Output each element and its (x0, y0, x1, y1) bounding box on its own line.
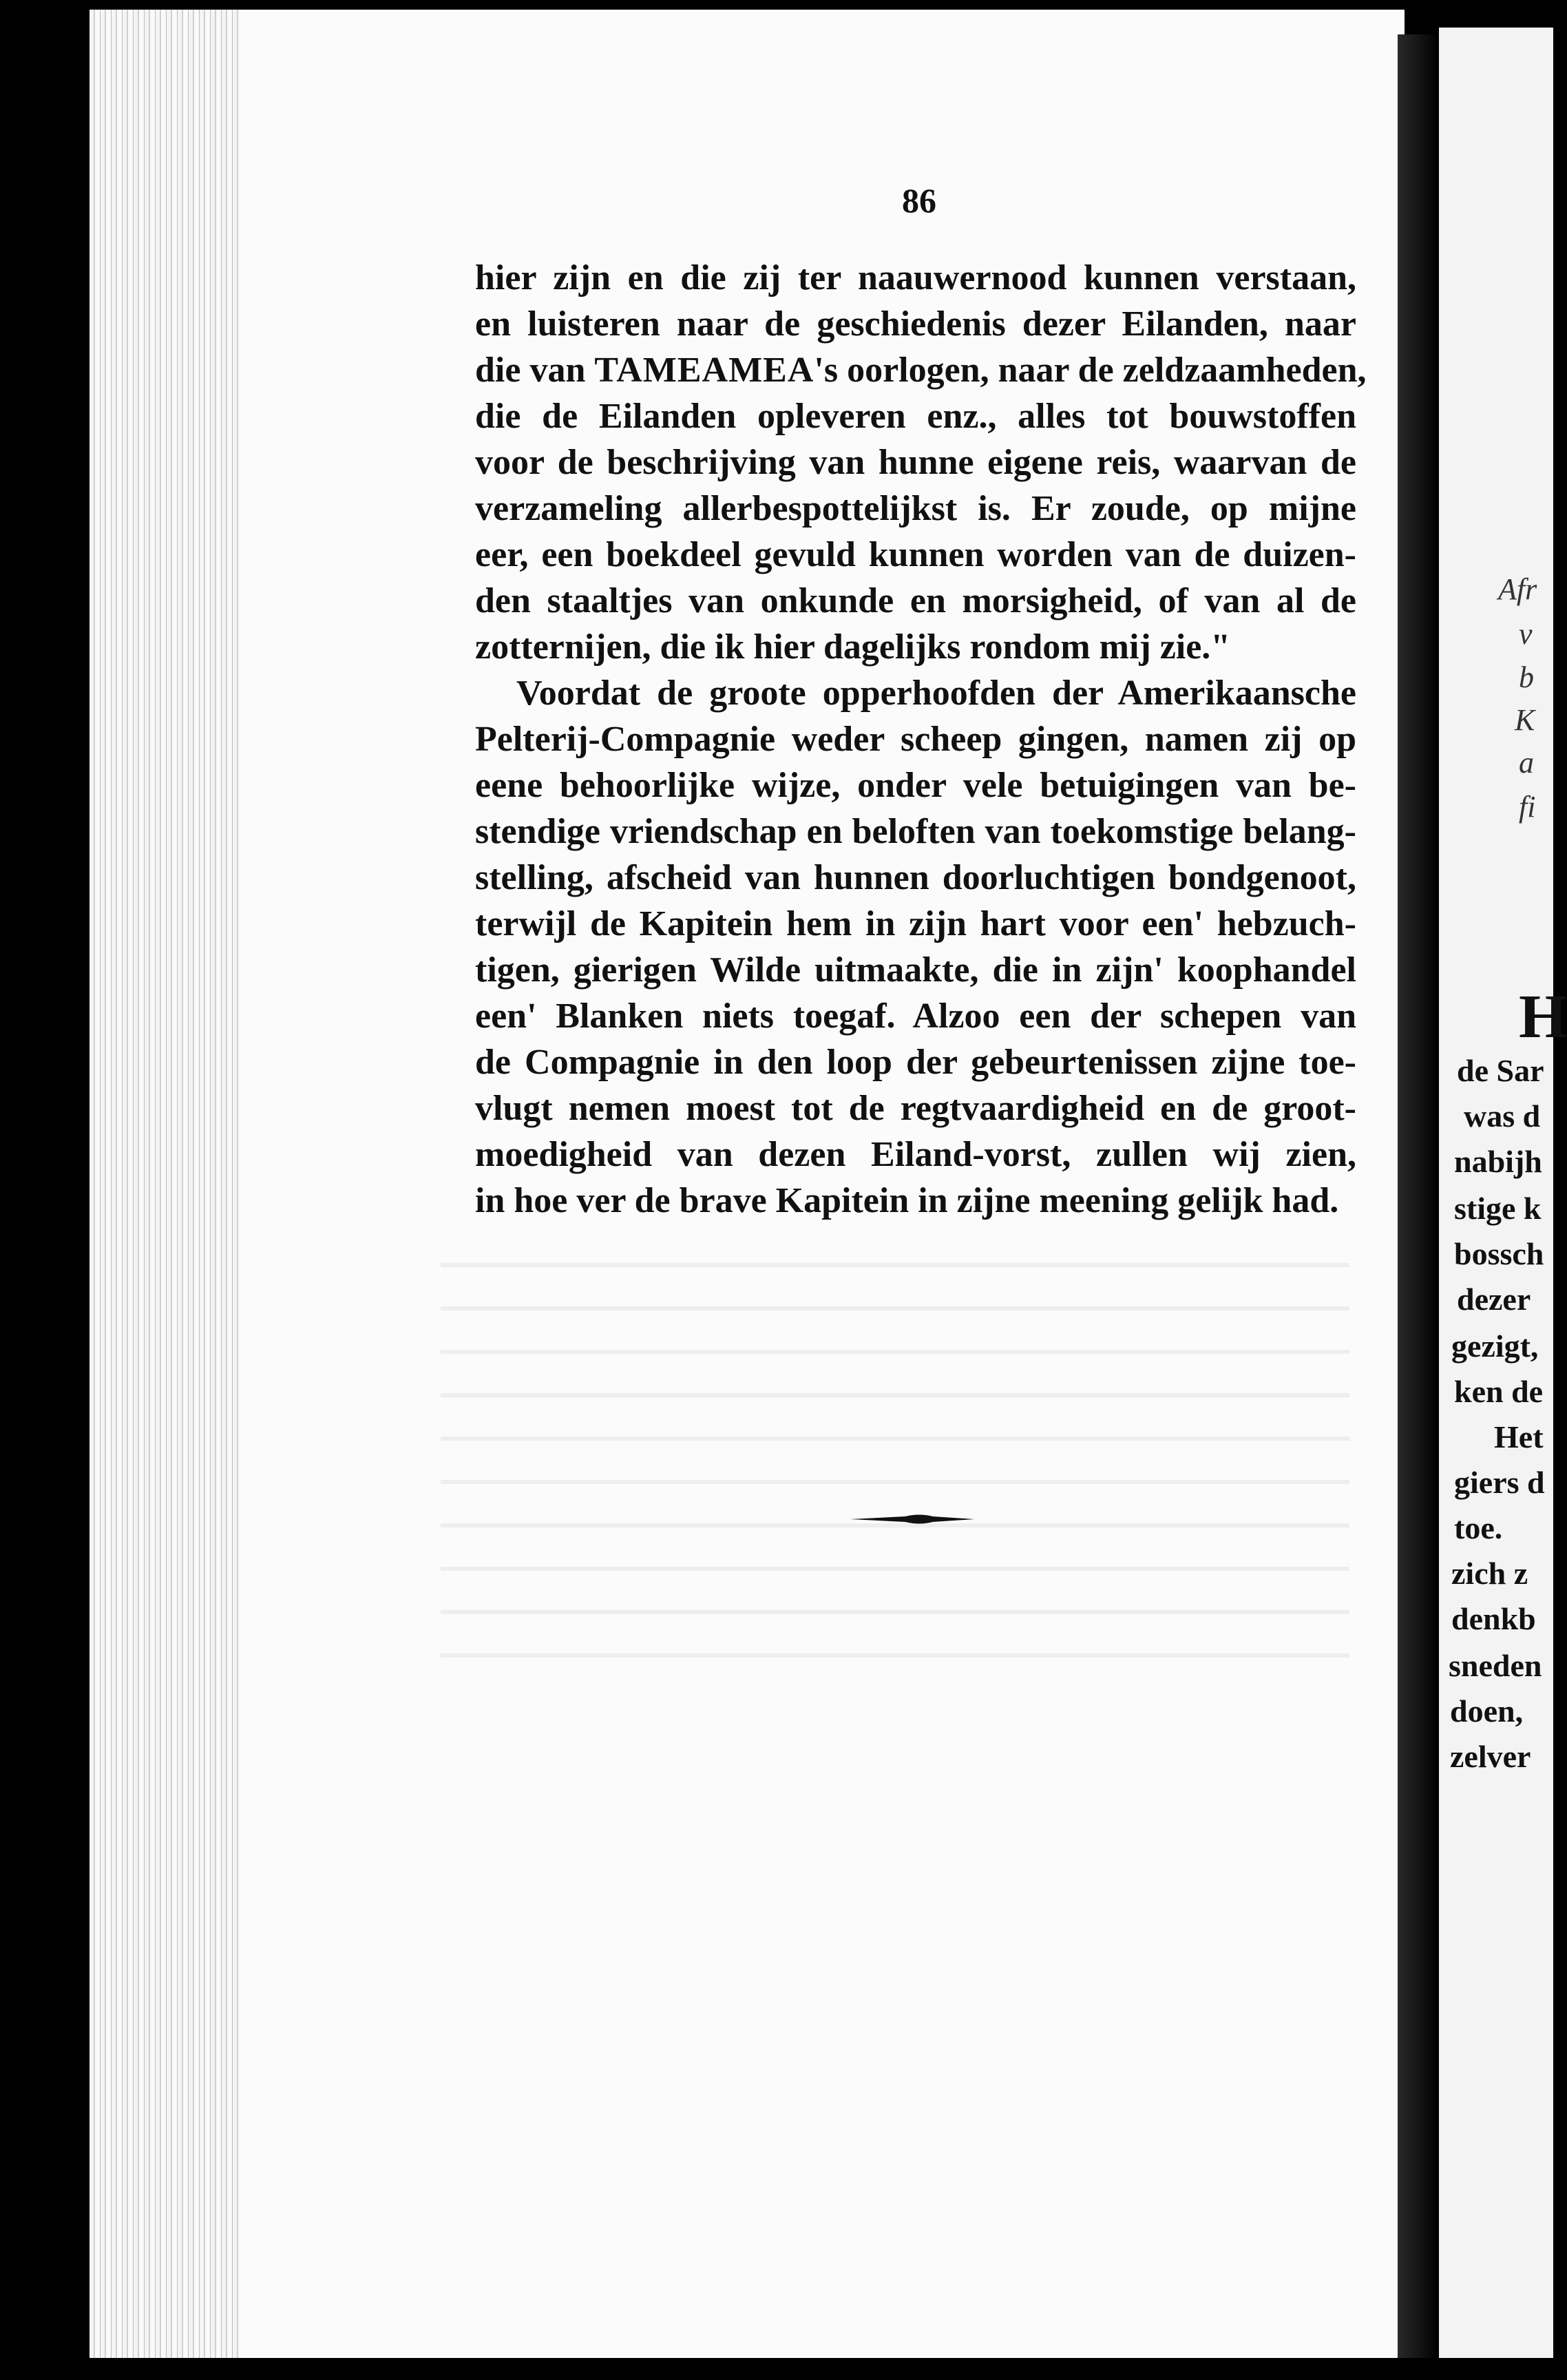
text-line: de Compagnie in den loop der gebeurtenissen zijne toe- (475, 1043, 1356, 1082)
facing-text-line: sneden (1449, 1648, 1542, 1683)
text-line: een' Blanken niets toegaf. Alzoo een der schepen van (475, 996, 1356, 1036)
text-line: moedigheid van dezen Eiland-vorst, zullen wij zien, (475, 1135, 1356, 1174)
show-through-text (441, 1233, 1349, 1673)
facing-drop-cap: H (1519, 983, 1567, 1051)
text-line: vlugt nemen moest tot de regtvaardigheid en de groot- (475, 1089, 1356, 1128)
scan-border-left (0, 0, 90, 2380)
facing-text-line: zelver (1450, 1739, 1531, 1774)
facing-italic-text: b (1519, 660, 1534, 694)
text-line: Voordat de groote opperhoofden der Amerikaansche (516, 674, 1356, 713)
text-line: tigen, gierigen Wilde uitmaakte, die in zijn' koophandel (475, 950, 1356, 990)
facing-text-line: toe. (1454, 1510, 1503, 1545)
text-line: in hoe ver de brave Kapitein in zijne meening gelijk had. (475, 1181, 1339, 1220)
facing-italic-text: v (1519, 617, 1533, 651)
text-line: eene behoorlijke wijze, onder vele betuigingen van be- (475, 766, 1356, 805)
facing-italic-text: a (1519, 746, 1534, 780)
facing-text-line: bossch (1454, 1236, 1544, 1271)
page-edge-stack (90, 10, 241, 2358)
name-smallcaps: TAMEAMEA (594, 351, 814, 390)
facing-text-line: de Sar (1457, 1053, 1544, 1088)
facing-text-line: nabijh (1454, 1144, 1542, 1179)
facing-text-line: gezigt, (1451, 1328, 1539, 1364)
facing-text-line: stige k (1454, 1191, 1542, 1226)
book-gutter (1398, 34, 1439, 2358)
body-text (475, 255, 1367, 1224)
facing-text-line: was d (1464, 1098, 1541, 1134)
facing-italic-text: Afr (1498, 572, 1537, 606)
text-line: Pelterij-Compagnie weder scheep gingen, namen zij op (475, 720, 1356, 759)
text-fragment: 's oorlogen, naar de zeldzaamheden, (814, 351, 1367, 390)
facing-text-line: ken de (1454, 1374, 1544, 1409)
text-line (475, 347, 1367, 393)
text-line: voor de beschrijving van hunne eigene reis, waarvan de (475, 443, 1356, 482)
text-line: stelling, afscheid van hunnen doorluchtigen bondgenoot, (475, 858, 1356, 897)
facing-italic-text: fi (1519, 790, 1536, 824)
ornamental-rule (850, 1512, 974, 1527)
facing-text-line: zich z (1451, 1556, 1528, 1591)
text-line: verzameling allerbespottelijkst is. Er zoude, op mijne (475, 489, 1356, 528)
text-line: stendige vriendschap en beloften van toekomstige belang- (475, 812, 1356, 851)
facing-text-line: Het (1494, 1419, 1544, 1454)
facing-text-line: dezer (1457, 1282, 1531, 1317)
text-line: die de Eilanden opleveren enz., alles tot bouwstoffen (475, 397, 1356, 436)
facing-text-line: giers d (1454, 1465, 1545, 1500)
text-line: zotternijen, die ik hier dagelijks rondom mij zie." (475, 627, 1231, 667)
facing-text-line: denkb (1451, 1601, 1536, 1636)
text-fragment: die van (475, 351, 586, 390)
page-number: 86 (902, 181, 936, 220)
text-line: den staaltjes van onkunde en morsigheid, of van al de (475, 581, 1356, 620)
text-line: en luisteren naar de geschiedenis dezer Eilanden, naar (475, 304, 1356, 344)
text-line: terwijl de Kapitein hem in zijn hart voor een' hebzuch- (475, 904, 1356, 943)
facing-italic-text: K (1515, 703, 1535, 737)
text-line: eer, een boekdeel gevuld kunnen worden van de duizen- (475, 535, 1356, 574)
text-line: hier zijn en die zij ter naauwernood kunnen verstaan, (475, 258, 1356, 298)
facing-text-line: doen, (1450, 1693, 1524, 1729)
